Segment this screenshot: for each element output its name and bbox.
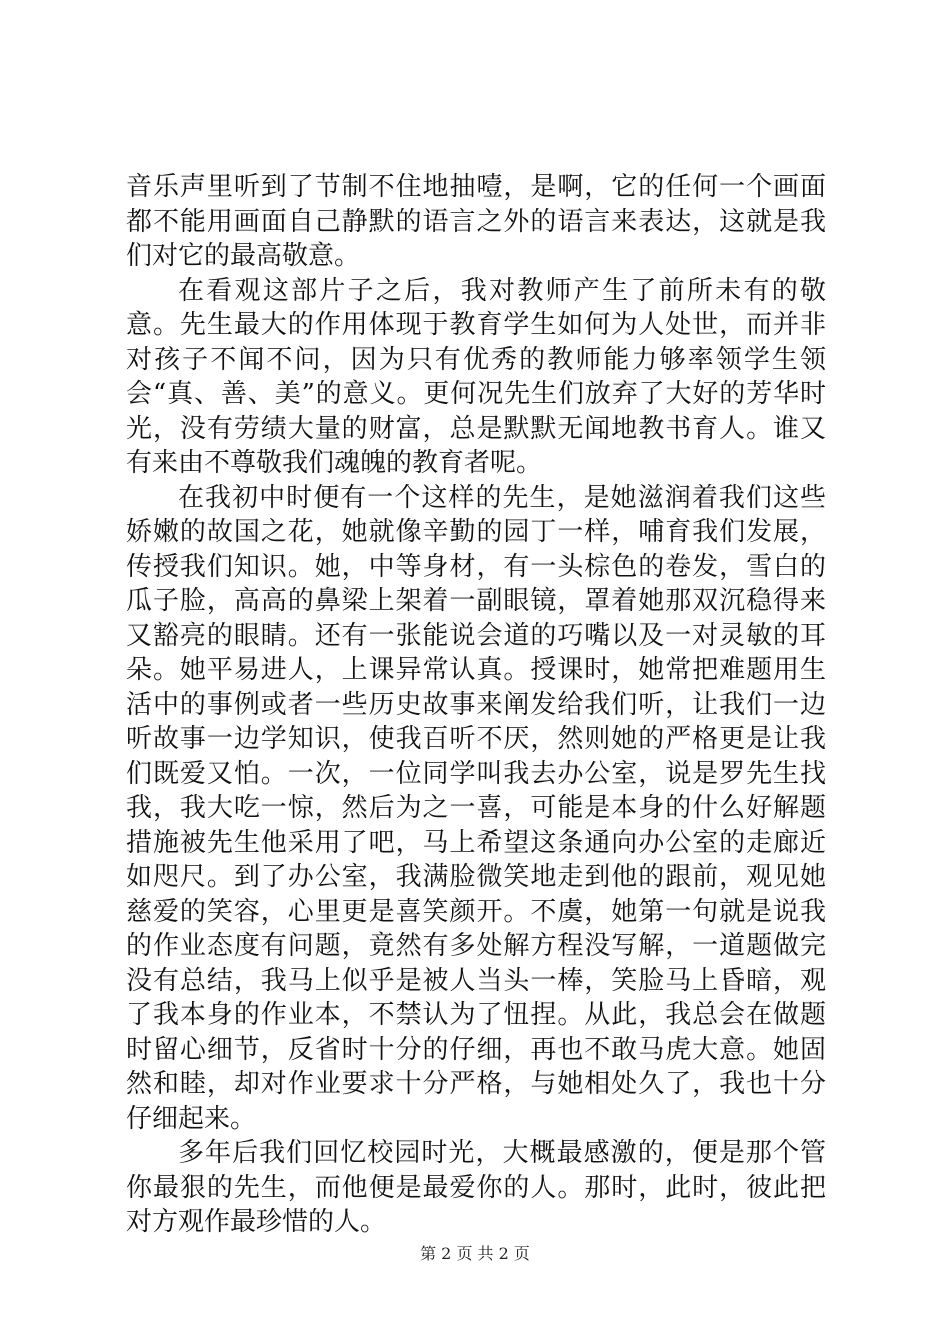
document-body bbox=[126, 170, 826, 1240]
paragraph-4: 多年后我们回忆校园时光，大概最感激的，便是那个管你最狠的先生，而他便是最爱你的人。那时，此时，彼此把对方观作最珍惜的人。 bbox=[126, 1138, 826, 1237]
paragraph-2: 在看观这部片子之后，我对教师产生了前所未有的敬意。先生最大的作用体现于教育学生如何为人处世，而并非对孩子不闻不问，因为只有优秀的教师能力够率领学生领会“真、善、美”的意义。更何况先生们放弃了大好的芳华时光，没有劳绩大量的财富，总是默默无闻地教书育人。谁又有来由不尊敬我们魂魄的教育者呢。 bbox=[126, 275, 826, 478]
paragraph-3: 在我初中时便有一个这样的先生，是她滋润着我们这些娇嫩的故国之花，她就像辛勤的园丁一样，哺育我们发展，传授我们知识。她，中等身材，有一头棕色的卷发，雪白的瓜子脸，高高的鼻梁上架着一副眼镜，罩着她那双沉稳得来又豁亮的眼睛。还有一张能说会道的巧嘴以及一对灵敏的耳朵。她平易进人，上课异常认真。授课时，她常把难题用生活中的事例或者一些历史故事来阐发给我们听，让我们一边听故事一边学知识，使我百听不厌，然则她的严格更是让我们既爱又怕。一次，一位同学叫我去办公室，说是罗先生找我，我大吃一惊，然后为之一喜，可能是本身的什么好解题措施被先生他采用了吧，马上希望这条通向办公室的走廊近如咫尺。到了办公室，我满脸微笑地走到他的跟前，观见她慈爱的笑容，心里更是喜笑颜开。不虞，她第一句就是说我的作业态度有问题，竟然有多处解方程没写解，一道题做完没有总结，我马上似乎是被人当头一棒，笑脸马上昏暗，观了我本身的作业本，不禁认为了忸捏。从此，我总会在做题时留心细节，反省时十分的仔细，再也不敢马虎大意。她固然和睦，却对作业要求十分严格，与她相处久了，我也十分仔细起来。 bbox=[126, 482, 826, 1134]
paragraph-1: 音乐声里听到了节制不住地抽噎，是啊，它的任何一个画面都不能用画面自己静默的语言之外的语言来表达，这就是我们对它的最高敬意。 bbox=[126, 172, 826, 271]
page-number-label: 第 2 页 共 2 页 bbox=[420, 1244, 530, 1263]
page-footer bbox=[0, 1244, 950, 1264]
